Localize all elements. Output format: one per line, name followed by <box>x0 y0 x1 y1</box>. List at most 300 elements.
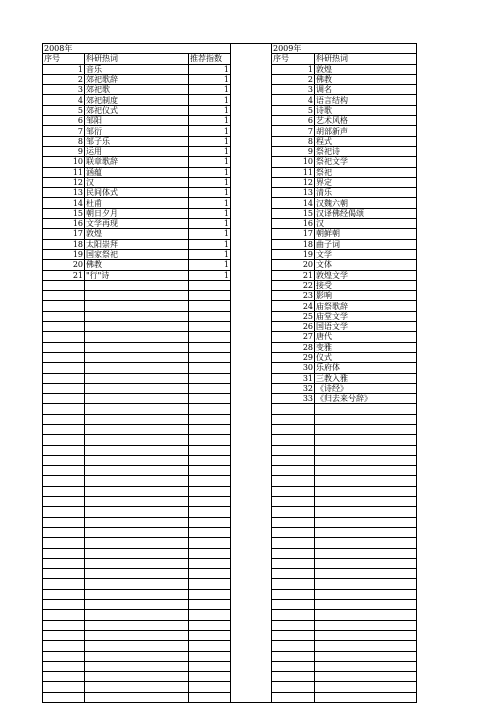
row-index-2008 <box>43 672 85 682</box>
table-row <box>43 569 417 579</box>
column-gap <box>231 167 272 177</box>
keyword-2009 <box>315 538 417 548</box>
table-row <box>43 105 417 115</box>
row-index-2008 <box>43 558 85 568</box>
row-index-2009: 2 <box>272 74 315 84</box>
table-row <box>43 630 417 640</box>
row-index-2008: 18 <box>43 239 85 249</box>
score-2008 <box>189 589 231 599</box>
keyword-2008 <box>85 620 189 630</box>
row-index-2008: 3 <box>43 85 85 95</box>
keyword-2009: 三教入雅 <box>315 373 417 383</box>
score-2008 <box>189 527 231 537</box>
keyword-2008: 朝日夕月 <box>85 208 189 218</box>
keyword-2008 <box>85 363 189 373</box>
keyword-2009 <box>315 589 417 599</box>
table-row <box>43 538 417 548</box>
column-gap <box>231 466 272 476</box>
row-index-2009: 32 <box>272 383 315 393</box>
score-2008 <box>189 435 231 445</box>
row-index-2009: 24 <box>272 301 315 311</box>
column-gap <box>231 600 272 610</box>
keyword-2009: 朝鲜朝 <box>315 229 417 239</box>
row-index-2008: 4 <box>43 95 85 105</box>
table-row <box>43 651 417 661</box>
keyword-2009: 诗歌 <box>315 105 417 115</box>
score-2008 <box>189 610 231 620</box>
keyword-2008: 杜甫 <box>85 198 189 208</box>
row-index-2009: 25 <box>272 311 315 321</box>
row-index-2009 <box>272 620 315 630</box>
row-index-2009: 28 <box>272 342 315 352</box>
keyword-2009 <box>315 558 417 568</box>
column-gap <box>231 311 272 321</box>
keyword-2008 <box>85 435 189 445</box>
keyword-2009: 国语文学 <box>315 322 417 332</box>
score-2008 <box>189 332 231 342</box>
keyword-2009 <box>315 579 417 589</box>
keyword-2009: 汉魏六朝 <box>315 198 417 208</box>
keyword-2008: 文学再现 <box>85 219 189 229</box>
score-2008 <box>189 569 231 579</box>
score-2008 <box>189 404 231 414</box>
table-row <box>43 527 417 537</box>
row-index-2009 <box>272 455 315 465</box>
row-index-2008: 7 <box>43 126 85 136</box>
score-2008 <box>189 630 231 640</box>
keyword-2008 <box>85 497 189 507</box>
score-2008: 1 <box>189 208 231 218</box>
row-index-2009 <box>272 548 315 558</box>
row-index-2009 <box>272 600 315 610</box>
score-2008 <box>189 579 231 589</box>
keyword-2009: 祭祀 <box>315 167 417 177</box>
column-gap <box>231 188 272 198</box>
keyword-2009: 唐代 <box>315 332 417 342</box>
table-row <box>43 352 417 362</box>
column-gap <box>231 394 272 404</box>
column-gap <box>231 219 272 229</box>
table-row <box>43 116 417 126</box>
row-index-2008 <box>43 641 85 651</box>
score-2008 <box>189 383 231 393</box>
keyword-2009: 乐府体 <box>315 363 417 373</box>
row-index-2009: 12 <box>272 177 315 187</box>
column-gap <box>231 239 272 249</box>
score-2008: 1 <box>189 188 231 198</box>
table-row <box>43 126 417 136</box>
keyword-2008 <box>85 383 189 393</box>
keyword-2008: 联章歌辞 <box>85 157 189 167</box>
score-2008 <box>189 455 231 465</box>
row-index-2008 <box>43 363 85 373</box>
row-index-2008 <box>43 404 85 414</box>
table-row <box>43 424 417 434</box>
score-2008: 1 <box>189 177 231 187</box>
score-2008 <box>189 311 231 321</box>
keyword-2008: 郊祀仪式 <box>85 105 189 115</box>
table-row <box>43 188 417 198</box>
table-row <box>43 270 417 280</box>
row-index-2008: 12 <box>43 177 85 187</box>
row-index-2009: 31 <box>272 373 315 383</box>
keyword-2009: 接受 <box>315 280 417 290</box>
row-index-2009: 19 <box>272 249 315 259</box>
column-gap <box>231 589 272 599</box>
row-index-2008: 5 <box>43 105 85 115</box>
column-gap <box>231 455 272 465</box>
keyword-2008 <box>85 630 189 640</box>
keyword-2008: 郊祀歌 <box>85 85 189 95</box>
column-gap <box>231 229 272 239</box>
keyword-2008 <box>85 414 189 424</box>
row-index-2008 <box>43 661 85 671</box>
keyword-2009 <box>315 600 417 610</box>
keyword-2008 <box>85 322 189 332</box>
keyword-2008 <box>85 672 189 682</box>
column-gap <box>231 672 272 682</box>
row-index-2009: 17 <box>272 229 315 239</box>
table-row <box>43 507 417 517</box>
row-index-2008 <box>43 497 85 507</box>
score-2008: 1 <box>189 239 231 249</box>
row-index-2008 <box>43 620 85 630</box>
score-2008: 1 <box>189 167 231 177</box>
row-index-2009: 21 <box>272 270 315 280</box>
column-gap <box>231 424 272 434</box>
keyword-2008 <box>85 651 189 661</box>
row-index-2008: 8 <box>43 136 85 146</box>
row-index-2009 <box>272 507 315 517</box>
keyword-2009 <box>315 404 417 414</box>
row-index-2008: 20 <box>43 260 85 270</box>
keyword-2009: 艺术风格 <box>315 116 417 126</box>
row-index-2009: 13 <box>272 188 315 198</box>
row-index-2009 <box>272 445 315 455</box>
row-index-2009: 5 <box>272 105 315 115</box>
row-index-2008 <box>43 322 85 332</box>
table-row <box>43 146 417 156</box>
row-index-2008: 19 <box>43 249 85 259</box>
keyword-2009 <box>315 548 417 558</box>
row-index-2009: 33 <box>272 394 315 404</box>
row-index-2009 <box>272 435 315 445</box>
row-index-2008 <box>43 466 85 476</box>
row-index-2009 <box>272 527 315 537</box>
table-row <box>43 239 417 249</box>
keyword-2009 <box>315 692 417 702</box>
column-gap <box>231 404 272 414</box>
column-gap <box>231 692 272 702</box>
keyword-2009: 界定 <box>315 177 417 187</box>
table-row <box>43 167 417 177</box>
row-index-2008 <box>43 507 85 517</box>
column-gap <box>231 630 272 640</box>
keyword-2009: 语言结构 <box>315 95 417 105</box>
score-2008 <box>189 476 231 486</box>
row-index-2008: 9 <box>43 146 85 156</box>
keyword-2008: 运用 <box>85 146 189 156</box>
table-row <box>43 682 417 692</box>
score-2008 <box>189 651 231 661</box>
score-2008 <box>189 445 231 455</box>
column-gap <box>231 517 272 527</box>
table-row <box>43 445 417 455</box>
row-index-2009 <box>272 641 315 651</box>
keyword-2008: 邹衍 <box>85 126 189 136</box>
keyword-2009: 清乐 <box>315 188 417 198</box>
keyword-2009 <box>315 661 417 671</box>
keyword-2009 <box>315 435 417 445</box>
row-index-2009 <box>272 424 315 434</box>
keyword-2008: 郊祀歌辞 <box>85 74 189 84</box>
row-index-2008 <box>43 455 85 465</box>
row-index-2008 <box>43 424 85 434</box>
row-index-2008 <box>43 589 85 599</box>
row-index-2009: 30 <box>272 363 315 373</box>
keyword-2008 <box>85 682 189 692</box>
column-gap <box>231 136 272 146</box>
row-index-2009 <box>272 651 315 661</box>
row-index-2008 <box>43 352 85 362</box>
keyword-2008 <box>85 548 189 558</box>
keyword-2009: 祭祀诗 <box>315 146 417 156</box>
table-row <box>43 558 417 568</box>
row-index-2009 <box>272 661 315 671</box>
keyword-2008 <box>85 394 189 404</box>
keyword-2009 <box>315 497 417 507</box>
row-index-2008 <box>43 569 85 579</box>
row-index-2009 <box>272 692 315 702</box>
keyword-2009: 文体 <box>315 260 417 270</box>
keyword-2008 <box>85 476 189 486</box>
keyword-2008 <box>85 373 189 383</box>
column-gap <box>231 558 272 568</box>
row-index-2008 <box>43 579 85 589</box>
keyword-2008 <box>85 507 189 517</box>
row-index-2008 <box>43 651 85 661</box>
header-score: 推荐指数 <box>189 54 231 64</box>
column-gap <box>231 322 272 332</box>
keyword-2008 <box>85 579 189 589</box>
table-row <box>43 610 417 620</box>
column-gap <box>231 116 272 126</box>
keyword-2008 <box>85 641 189 651</box>
column-gap <box>231 157 272 167</box>
score-2008 <box>189 291 231 301</box>
keyword-2008: 敦煌 <box>85 229 189 239</box>
row-index-2009: 29 <box>272 352 315 362</box>
row-index-2009: 1 <box>272 64 315 74</box>
column-gap <box>231 569 272 579</box>
keyword-2008 <box>85 527 189 537</box>
score-2008: 1 <box>189 198 231 208</box>
table-row <box>43 641 417 651</box>
score-2008: 1 <box>189 229 231 239</box>
keyword-2009 <box>315 651 417 661</box>
row-index-2009: 16 <box>272 219 315 229</box>
keyword-2008 <box>85 332 189 342</box>
keyword-2009 <box>315 620 417 630</box>
table-row <box>43 219 417 229</box>
row-index-2008 <box>43 538 85 548</box>
row-index-2008: 17 <box>43 229 85 239</box>
score-2008 <box>189 661 231 671</box>
keyword-2008 <box>85 610 189 620</box>
row-index-2009: 8 <box>272 136 315 146</box>
table-row <box>43 589 417 599</box>
row-index-2008 <box>43 311 85 321</box>
table-row <box>43 620 417 630</box>
column-gap <box>231 445 272 455</box>
row-index-2008 <box>43 476 85 486</box>
column-gap <box>231 373 272 383</box>
keyword-2008: 佛教 <box>85 260 189 270</box>
row-index-2009 <box>272 558 315 568</box>
keyword-2009: 祭祀文学 <box>315 157 417 167</box>
table-row <box>43 342 417 352</box>
column-gap <box>231 507 272 517</box>
score-2008 <box>189 424 231 434</box>
table-row <box>43 198 417 208</box>
row-index-2008 <box>43 383 85 393</box>
row-index-2008: 14 <box>43 198 85 208</box>
column-gap <box>231 64 272 74</box>
keyword-2009 <box>315 466 417 476</box>
score-2008: 1 <box>189 64 231 74</box>
keyword-table <box>42 43 417 703</box>
table-row <box>43 394 417 404</box>
row-index-2009: 10 <box>272 157 315 167</box>
column-gap <box>231 44 272 54</box>
score-2008 <box>189 600 231 610</box>
row-index-2009: 26 <box>272 322 315 332</box>
table-row <box>43 600 417 610</box>
row-index-2009 <box>272 497 315 507</box>
score-2008 <box>189 352 231 362</box>
row-index-2009: 22 <box>272 280 315 290</box>
column-gap <box>231 610 272 620</box>
column-gap <box>231 352 272 362</box>
header-term: 科研热词 <box>315 54 417 64</box>
row-index-2008 <box>43 692 85 702</box>
keyword-2009: 佛教 <box>315 74 417 84</box>
row-index-2008: 1 <box>43 64 85 74</box>
column-gap <box>231 260 272 270</box>
column-gap <box>231 332 272 342</box>
score-2008: 1 <box>189 74 231 84</box>
keyword-2009: 庙堂文学 <box>315 311 417 321</box>
score-2008: 1 <box>189 219 231 229</box>
table-row <box>43 64 417 74</box>
column-gap <box>231 270 272 280</box>
table-row <box>43 249 417 259</box>
column-gap <box>231 291 272 301</box>
column-gap <box>231 548 272 558</box>
row-index-2009: 15 <box>272 208 315 218</box>
row-index-2009 <box>272 476 315 486</box>
score-2008: 1 <box>189 270 231 280</box>
row-index-2009: 9 <box>272 146 315 156</box>
keyword-2008 <box>85 424 189 434</box>
row-index-2008 <box>43 548 85 558</box>
score-2008 <box>189 682 231 692</box>
table-row <box>43 466 417 476</box>
keyword-2009: 变雅 <box>315 342 417 352</box>
keyword-2008: 邹阳 <box>85 116 189 126</box>
table-row <box>43 301 417 311</box>
row-index-2008 <box>43 435 85 445</box>
row-index-2008: 13 <box>43 188 85 198</box>
keyword-2008 <box>85 280 189 290</box>
score-2008: 1 <box>189 85 231 95</box>
score-2008 <box>189 672 231 682</box>
table-row <box>43 476 417 486</box>
score-2008: 1 <box>189 146 231 156</box>
keyword-2008 <box>85 342 189 352</box>
keyword-2008 <box>85 538 189 548</box>
keyword-2009: 敦煌 <box>315 64 417 74</box>
row-index-2008: 21 <box>43 270 85 280</box>
table-row <box>43 517 417 527</box>
row-index-2008: 16 <box>43 219 85 229</box>
column-gap <box>231 383 272 393</box>
keyword-2009: 胡部新声 <box>315 126 417 136</box>
row-index-2009: 7 <box>272 126 315 136</box>
row-index-2009 <box>272 672 315 682</box>
keyword-2009 <box>315 527 417 537</box>
row-index-2009: 3 <box>272 85 315 95</box>
score-2008 <box>189 342 231 352</box>
column-gap <box>231 301 272 311</box>
keyword-2008 <box>85 692 189 702</box>
column-gap <box>231 527 272 537</box>
score-2008 <box>189 548 231 558</box>
keyword-2008 <box>85 352 189 362</box>
keyword-2008: 郊祀制度 <box>85 95 189 105</box>
column-gap <box>231 74 272 84</box>
table-row <box>43 322 417 332</box>
row-index-2009 <box>272 486 315 496</box>
row-index-2009 <box>272 589 315 599</box>
keyword-2009 <box>315 569 417 579</box>
year-2009-label: 2009年 <box>272 44 417 54</box>
score-2008 <box>189 280 231 290</box>
table-row <box>43 383 417 393</box>
keyword-2009: 调名 <box>315 85 417 95</box>
header-index: 序号 <box>43 54 85 64</box>
column-gap <box>231 620 272 630</box>
row-index-2008 <box>43 332 85 342</box>
column-gap <box>231 641 272 651</box>
keyword-2008: 民间体式 <box>85 188 189 198</box>
row-index-2009: 11 <box>272 167 315 177</box>
keyword-2008 <box>85 445 189 455</box>
keyword-2009 <box>315 414 417 424</box>
row-index-2009 <box>272 414 315 424</box>
column-gap <box>231 579 272 589</box>
column-gap <box>231 651 272 661</box>
row-index-2009 <box>272 538 315 548</box>
score-2008: 1 <box>189 95 231 105</box>
keyword-2008 <box>85 558 189 568</box>
table-row <box>43 404 417 414</box>
table-row <box>43 291 417 301</box>
keyword-2008 <box>85 517 189 527</box>
keyword-2008: 汉 <box>85 177 189 187</box>
row-index-2008: 6 <box>43 116 85 126</box>
score-2008 <box>189 507 231 517</box>
